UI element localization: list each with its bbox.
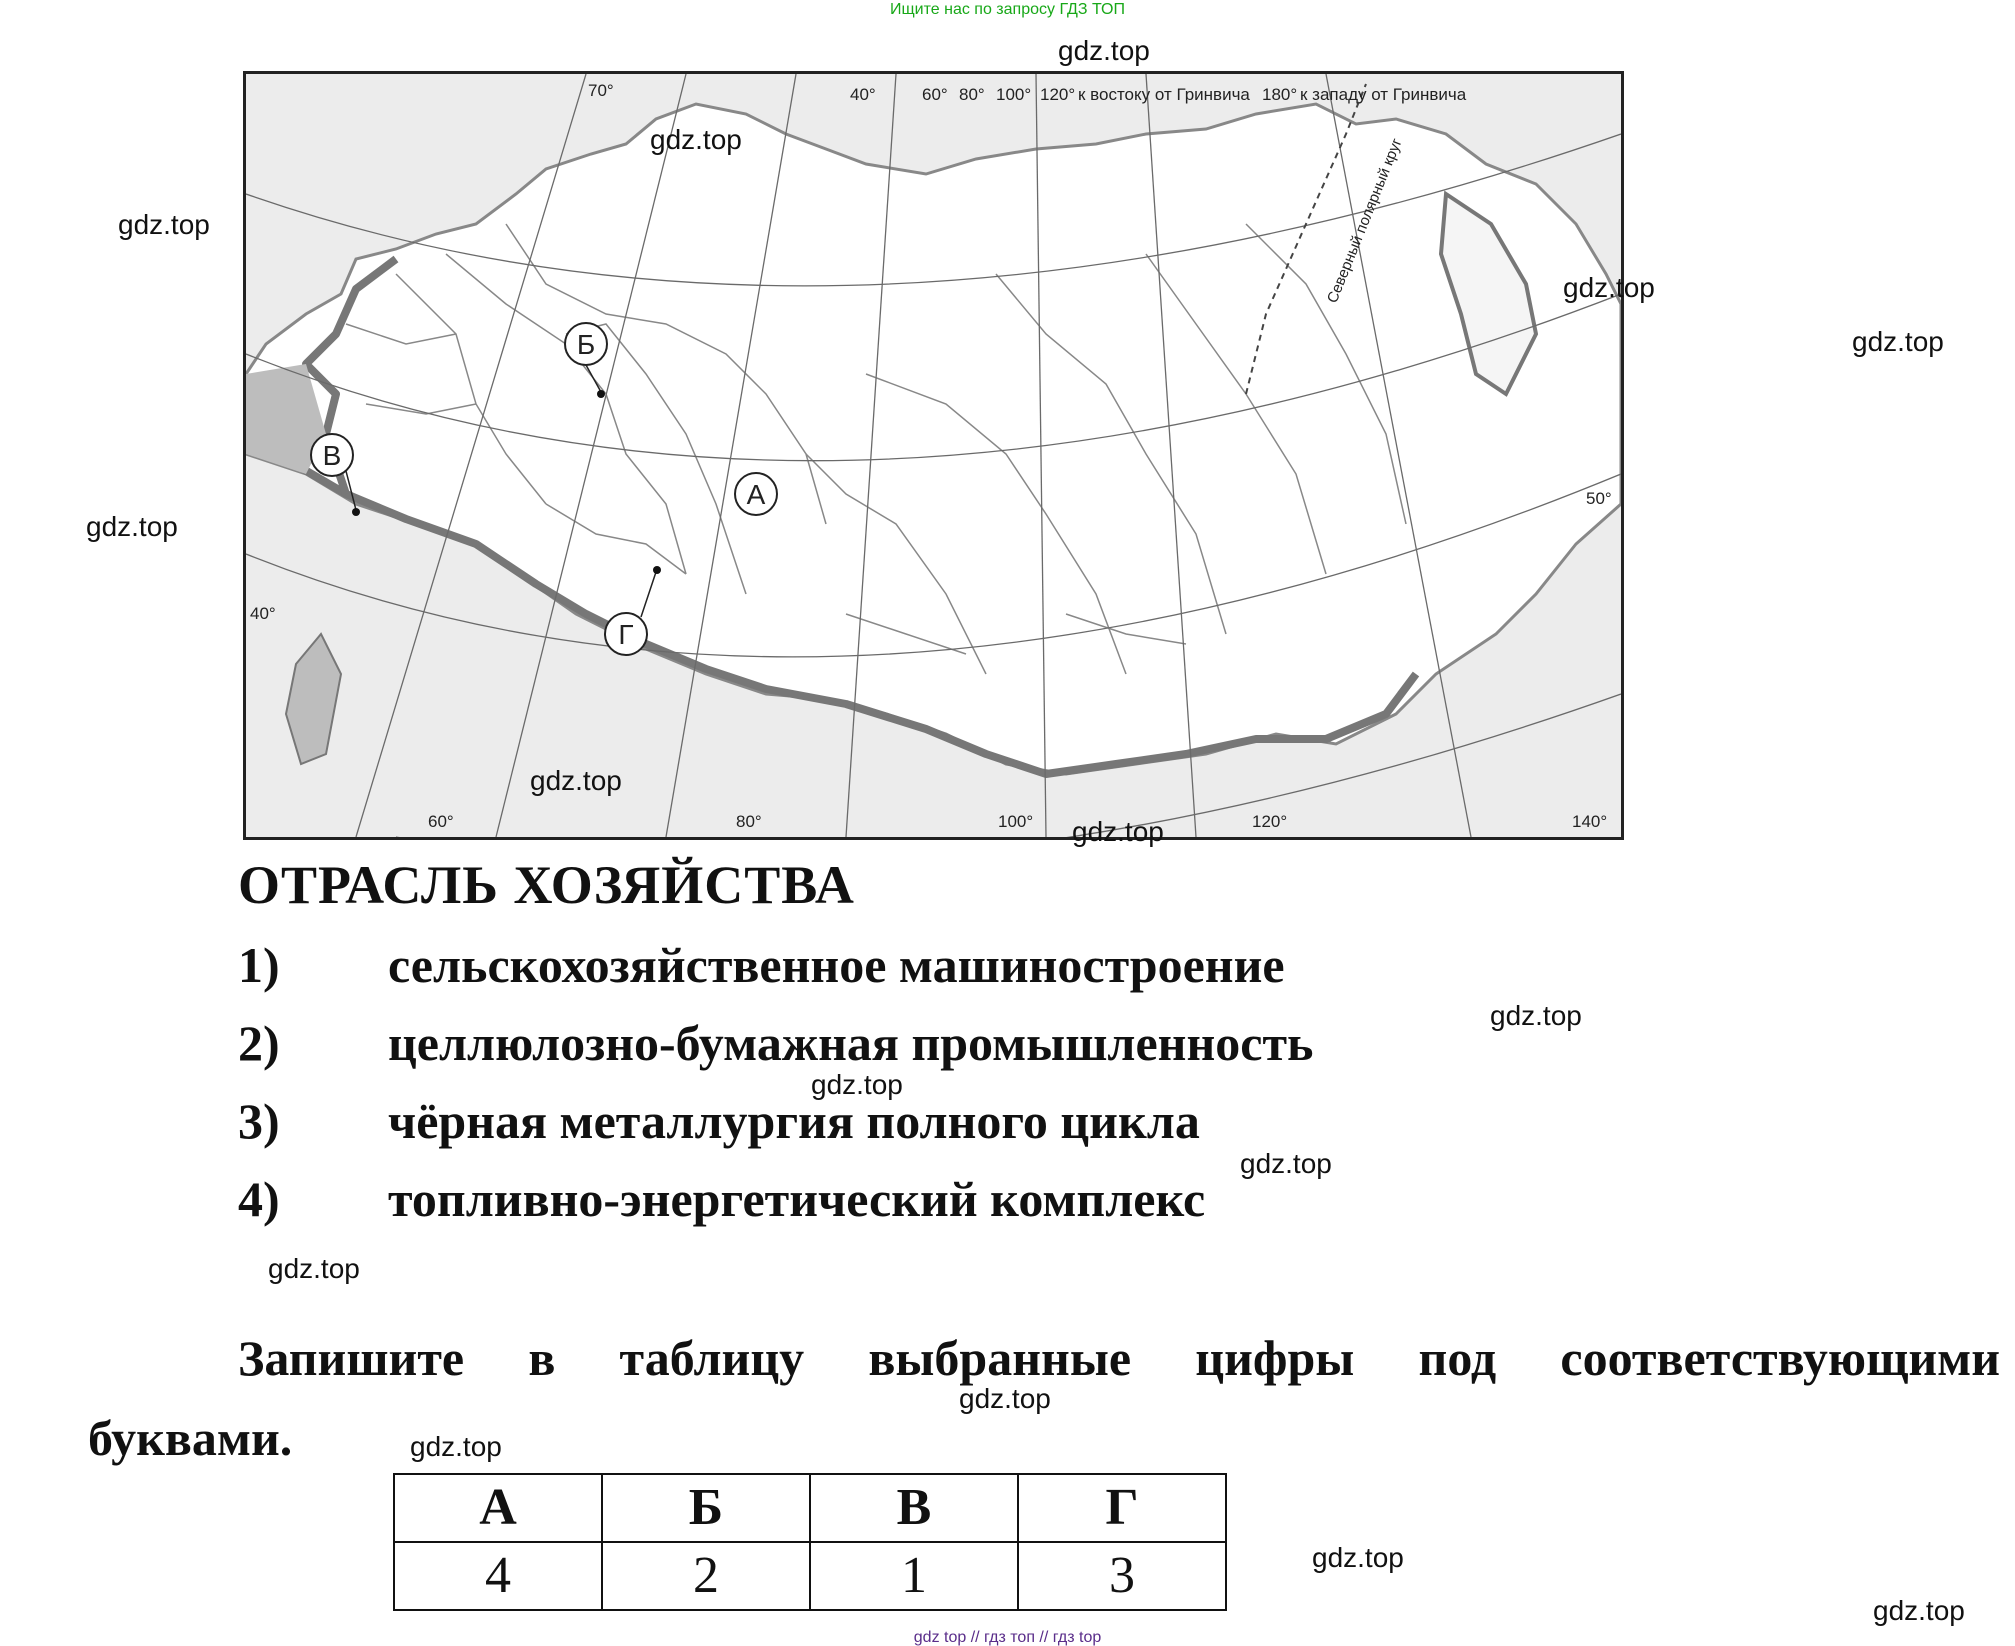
watermark: gdz.top <box>1072 816 1164 847</box>
lat-label-left: 70° <box>588 81 614 100</box>
answer-digit-cell: 3 <box>1018 1542 1226 1610</box>
meridian-180-label: 180° <box>1262 85 1298 104</box>
answer-letter-cell: Г <box>1018 1474 1226 1542</box>
map-svg <box>246 74 1621 837</box>
marker-v <box>311 434 353 476</box>
lon-label-top: 60° <box>922 85 948 104</box>
lat-label-left-side: 40° <box>250 604 276 623</box>
branch-text: топливно-энергетический комплекс <box>388 1171 1206 1227</box>
east-label: к востоку от Гринвича <box>1078 85 1250 104</box>
watermark: gdz.top <box>1873 1595 1965 1626</box>
answer-letter-cell: Б <box>602 1474 810 1542</box>
watermark: gdz.top <box>650 124 742 155</box>
watermark: gdz.top <box>410 1431 502 1462</box>
lon-label-bottom: 80° <box>736 812 762 831</box>
answer-table <box>393 1473 1227 1611</box>
branch-item-4 <box>238 1171 1205 1227</box>
watermark: gdz.top <box>268 1253 360 1284</box>
lon-label-bottom: 100° <box>998 812 1034 831</box>
branch-text: сельскохозяйственное машиностроение <box>388 937 1285 993</box>
bottom-links[interactable]: gdz top // гдз топ // гдз top <box>913 1629 1102 1646</box>
answer-digit-cell: 4 <box>394 1542 602 1610</box>
watermark: gdz.top <box>86 511 178 542</box>
branch-text: целлюлозно-бумажная промышленность <box>388 1015 1314 1071</box>
lon-label-bottom: 120° <box>1252 812 1288 831</box>
instruction-text <box>88 1318 2000 1478</box>
answer-letter-cell: А <box>394 1474 602 1542</box>
lon-label-top: 120° <box>1040 85 1076 104</box>
marker-a <box>735 473 777 515</box>
watermark: gdz.top <box>1240 1148 1332 1179</box>
marker-a-label: А <box>746 479 766 510</box>
branch-item-1 <box>238 937 1285 993</box>
lon-label-bottom: 60° <box>428 812 454 831</box>
watermark: gdz.top <box>1852 326 1944 357</box>
watermark: gdz.top <box>1563 272 1655 303</box>
branch-number: 4) <box>238 1171 280 1227</box>
branch-text: чёрная металлургия полного цикла <box>388 1093 1200 1149</box>
branch-number: 1) <box>238 937 280 993</box>
marker-v-label: В <box>322 440 342 471</box>
arctic-circle-label: Северный полярный круг <box>1323 135 1406 306</box>
marker-g-label: Г <box>618 619 634 650</box>
section-title: ОТРАСЛЬ ХОЗЯЙСТВА <box>238 855 855 915</box>
marker-b <box>565 323 607 365</box>
lon-label-top: 80° <box>959 85 985 104</box>
branch-item-3 <box>238 1093 1200 1149</box>
lon-label-top: 100° <box>996 85 1032 104</box>
answer-table-digit-row <box>394 1542 1226 1610</box>
watermark: gdz.top <box>1312 1542 1404 1573</box>
instruction-line-2: буквами. <box>88 1410 293 1466</box>
instruction-line-1: Запишите в таблицу выбранные цифры под соответствующими <box>238 1330 2000 1386</box>
watermark: gdz.top <box>118 209 210 240</box>
marker-g <box>605 613 647 655</box>
watermark: gdz.top <box>1490 1000 1582 1031</box>
branch-number: 3) <box>238 1093 280 1149</box>
watermark: gdz.top <box>530 765 622 796</box>
answer-letter-cell: В <box>810 1474 1018 1542</box>
branch-item-2 <box>238 1015 1313 1071</box>
answer-digit-cell: 2 <box>602 1542 810 1610</box>
lon-label-bottom: 140° <box>1572 812 1608 831</box>
russia-map <box>243 71 1624 840</box>
branch-number: 2) <box>238 1015 280 1071</box>
watermark: gdz.top <box>959 1383 1051 1414</box>
top-banner[interactable]: Ищите нас по запросу ГДЗ ТОП <box>890 1 1125 18</box>
answer-digit-cell: 1 <box>810 1542 1018 1610</box>
west-label: к западу от Гринвича <box>1300 85 1467 104</box>
watermark: gdz.top <box>811 1069 903 1100</box>
lon-label-top: 40° <box>850 85 876 104</box>
watermark: gdz.top <box>1058 35 1150 66</box>
lat-label-right: 50° <box>1586 489 1612 508</box>
marker-b-label: Б <box>576 329 596 360</box>
answer-table-header-row <box>394 1474 1226 1542</box>
